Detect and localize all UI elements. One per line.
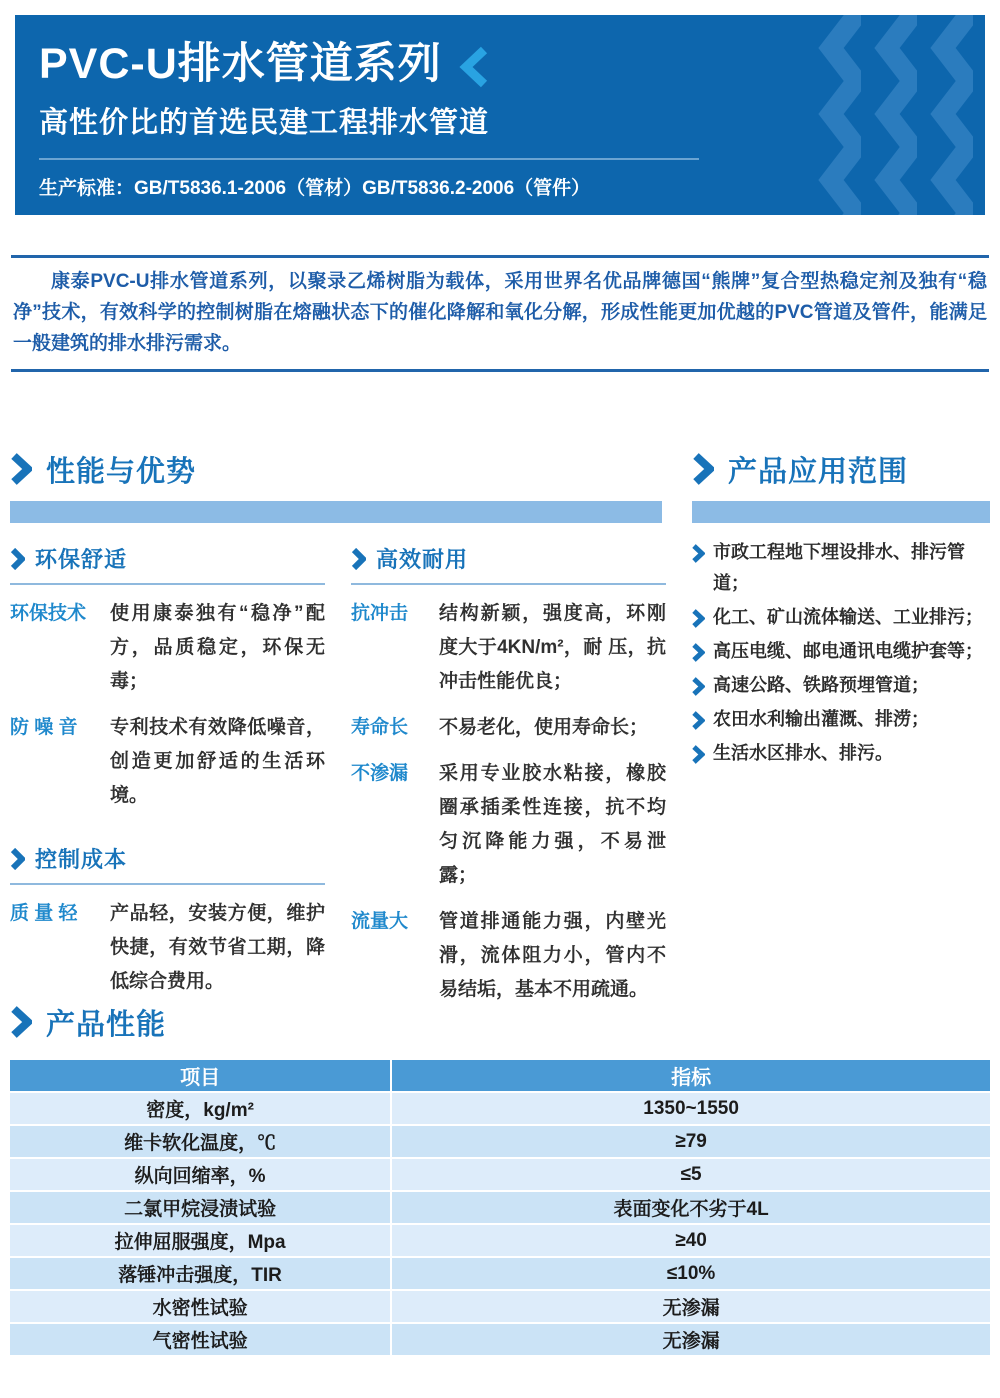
table-row: [10, 1258, 990, 1289]
list-item: [692, 670, 990, 701]
chevron-right-icon: [692, 609, 705, 628]
list-item: [692, 537, 990, 599]
main-columns: [10, 447, 990, 1000]
spec-value: ≥40: [392, 1225, 990, 1256]
chevron-right-icon: [351, 548, 366, 570]
table-header-row: [10, 1060, 990, 1091]
intro-section: [11, 255, 989, 372]
spec-item: 落锤冲击强度，TIR: [10, 1258, 392, 1289]
spec-item: 拉伸屈服强度，Mpa: [10, 1225, 392, 1256]
table-row: [10, 1324, 990, 1355]
spec-value: ≤10%: [392, 1258, 990, 1289]
spec-item: 密度，kg/m²: [10, 1093, 392, 1124]
feature-item: [351, 757, 666, 893]
chevron-right-icon: [10, 453, 32, 485]
performance-bar: [10, 501, 662, 523]
chevron-right-icon: [10, 1006, 32, 1038]
chevron-right-icon: [692, 643, 705, 662]
feature-column-middle: [351, 543, 666, 1007]
group-eco-heading: [10, 543, 325, 585]
group-heading-label: 控制成本: [35, 847, 128, 872]
feature-label: 流量大: [351, 911, 409, 932]
application-bar: [692, 501, 990, 523]
list-item: [692, 636, 990, 667]
application-list: [692, 537, 990, 769]
feature-item: [10, 597, 325, 699]
list-item: [692, 704, 990, 735]
banner-content: [15, 15, 985, 200]
table-row: [10, 1192, 990, 1223]
feature-item: [351, 597, 666, 699]
application-title: 产品应用范围: [728, 455, 909, 488]
chevron-right-icon: [692, 544, 705, 563]
table-row: [10, 1126, 990, 1157]
page-subtitle: 高性价比的首选民建工程排水管道: [39, 107, 490, 140]
spec-item: 气密性试验: [10, 1324, 392, 1355]
chevron-left-icon: [458, 46, 488, 88]
table-row: [10, 1225, 990, 1256]
feature-text: 采用专业胶水粘接，橡胶圈承插柔性连接，抗不均匀沉降能力强，不易泄露；: [439, 763, 666, 886]
table-row: [10, 1291, 990, 1322]
feature-item: [10, 711, 325, 813]
group-durable-heading: [351, 543, 666, 585]
feature-text: 专利技术有效降低噪音，创造更加舒适的生活环境。: [110, 717, 325, 806]
list-item-text: 高压电缆、邮电通讯电缆护套等；: [713, 641, 983, 661]
chevron-right-icon: [10, 548, 25, 570]
feature-text: 不易老化，使用寿命长；: [439, 717, 649, 738]
list-item-text: 农田水利输出灌溉、排涝；: [713, 709, 929, 729]
feature-label: 不渗漏: [351, 763, 409, 784]
list-item-text: 高速公路、铁路预埋管道；: [713, 675, 929, 695]
spec-item: 水密性试验: [10, 1291, 392, 1322]
group-heading-label: 环保舒适: [35, 547, 128, 572]
table-row: [10, 1159, 990, 1190]
application-section: [692, 447, 990, 1000]
spec-section: [10, 1000, 990, 1357]
performance-section: [10, 447, 666, 1000]
spec-table: [10, 1058, 990, 1357]
chevron-right-icon: [10, 848, 25, 870]
column-header: 指标: [392, 1060, 990, 1091]
banner: [15, 15, 985, 215]
list-item-text: 生活水区排水、排污。: [713, 743, 893, 763]
feature-text: 产品轻，安装方便，维护快捷，有效节省工期，降低综合费用。: [110, 903, 325, 992]
feature-label: 质 量 轻: [10, 903, 78, 924]
group-heading-label: 高效耐用: [376, 547, 469, 572]
feature-item: [351, 711, 666, 745]
spec-value: 表面变化不劣于4L: [392, 1192, 990, 1223]
group-cost-heading: [10, 843, 325, 885]
chevron-right-icon: [692, 745, 705, 764]
spec-title: 产品性能: [46, 1008, 167, 1041]
spec-item: 纵向回缩率，%: [10, 1159, 392, 1190]
feature-label: 抗冲击: [351, 603, 409, 624]
chevron-right-icon: [692, 453, 714, 485]
spec-value: 1350~1550: [392, 1093, 990, 1124]
chevron-right-icon: [692, 711, 705, 730]
performance-title: 性能与优势: [46, 455, 197, 488]
chevron-right-icon: [692, 677, 705, 696]
banner-divider: [39, 158, 699, 160]
list-item: [692, 738, 990, 769]
spec-value: ≥79: [392, 1126, 990, 1157]
intro-text: 康泰PVC-U排水管道系列，以聚录乙烯树脂为载体，采用世界名优品牌德国“熊牌”复合型热稳定剂及独有“稳净”技术，有效科学的控制树脂在熔融状态下的催化降解和氧化分解，形成性能更加优越的PVC管道及管件，能满足一般建筑的排水排污需求。: [13, 271, 987, 354]
feature-text: 使用康泰独有“稳净”配方，品质稳定，环保无毒；: [110, 603, 325, 692]
table-row: [10, 1093, 990, 1124]
application-header: [692, 447, 990, 491]
feature-item: [10, 897, 325, 999]
column-header: 项目: [10, 1060, 392, 1091]
feature-label: 寿命长: [351, 717, 409, 738]
page-title: PVC-U排水管道系列: [39, 40, 442, 88]
list-item: [692, 602, 990, 633]
spec-value: 无渗漏: [392, 1291, 990, 1322]
feature-item: [351, 905, 666, 1007]
spec-value: 无渗漏: [392, 1324, 990, 1355]
spec-value: ≤5: [392, 1159, 990, 1190]
list-item-text: 化工、矿山流体输送、工业排污；: [713, 607, 983, 627]
feature-column-left: [10, 543, 325, 1007]
feature-text: 管道排通能力强，内壁光滑，流体阻力小，管内不易结垢，基本不用疏通。: [439, 911, 666, 1000]
feature-label: 环保技术: [10, 603, 87, 624]
production-standard: 生产标准：GB/T5836.1-2006（管材）GB/T5836.2-2006（管件）: [39, 178, 591, 200]
list-item-text: 市政工程地下埋设排水、排污管道；: [713, 542, 965, 593]
feature-text: 结构新颖，强度高，环刚度大于4KN/m²，耐 压，抗冲击性能优良；: [439, 603, 666, 692]
spec-item: 维卡软化温度，℃: [10, 1126, 392, 1157]
performance-header: [10, 447, 662, 491]
feature-label: 防 噪 音: [10, 717, 78, 738]
spec-item: 二氯甲烷浸渍试验: [10, 1192, 392, 1223]
